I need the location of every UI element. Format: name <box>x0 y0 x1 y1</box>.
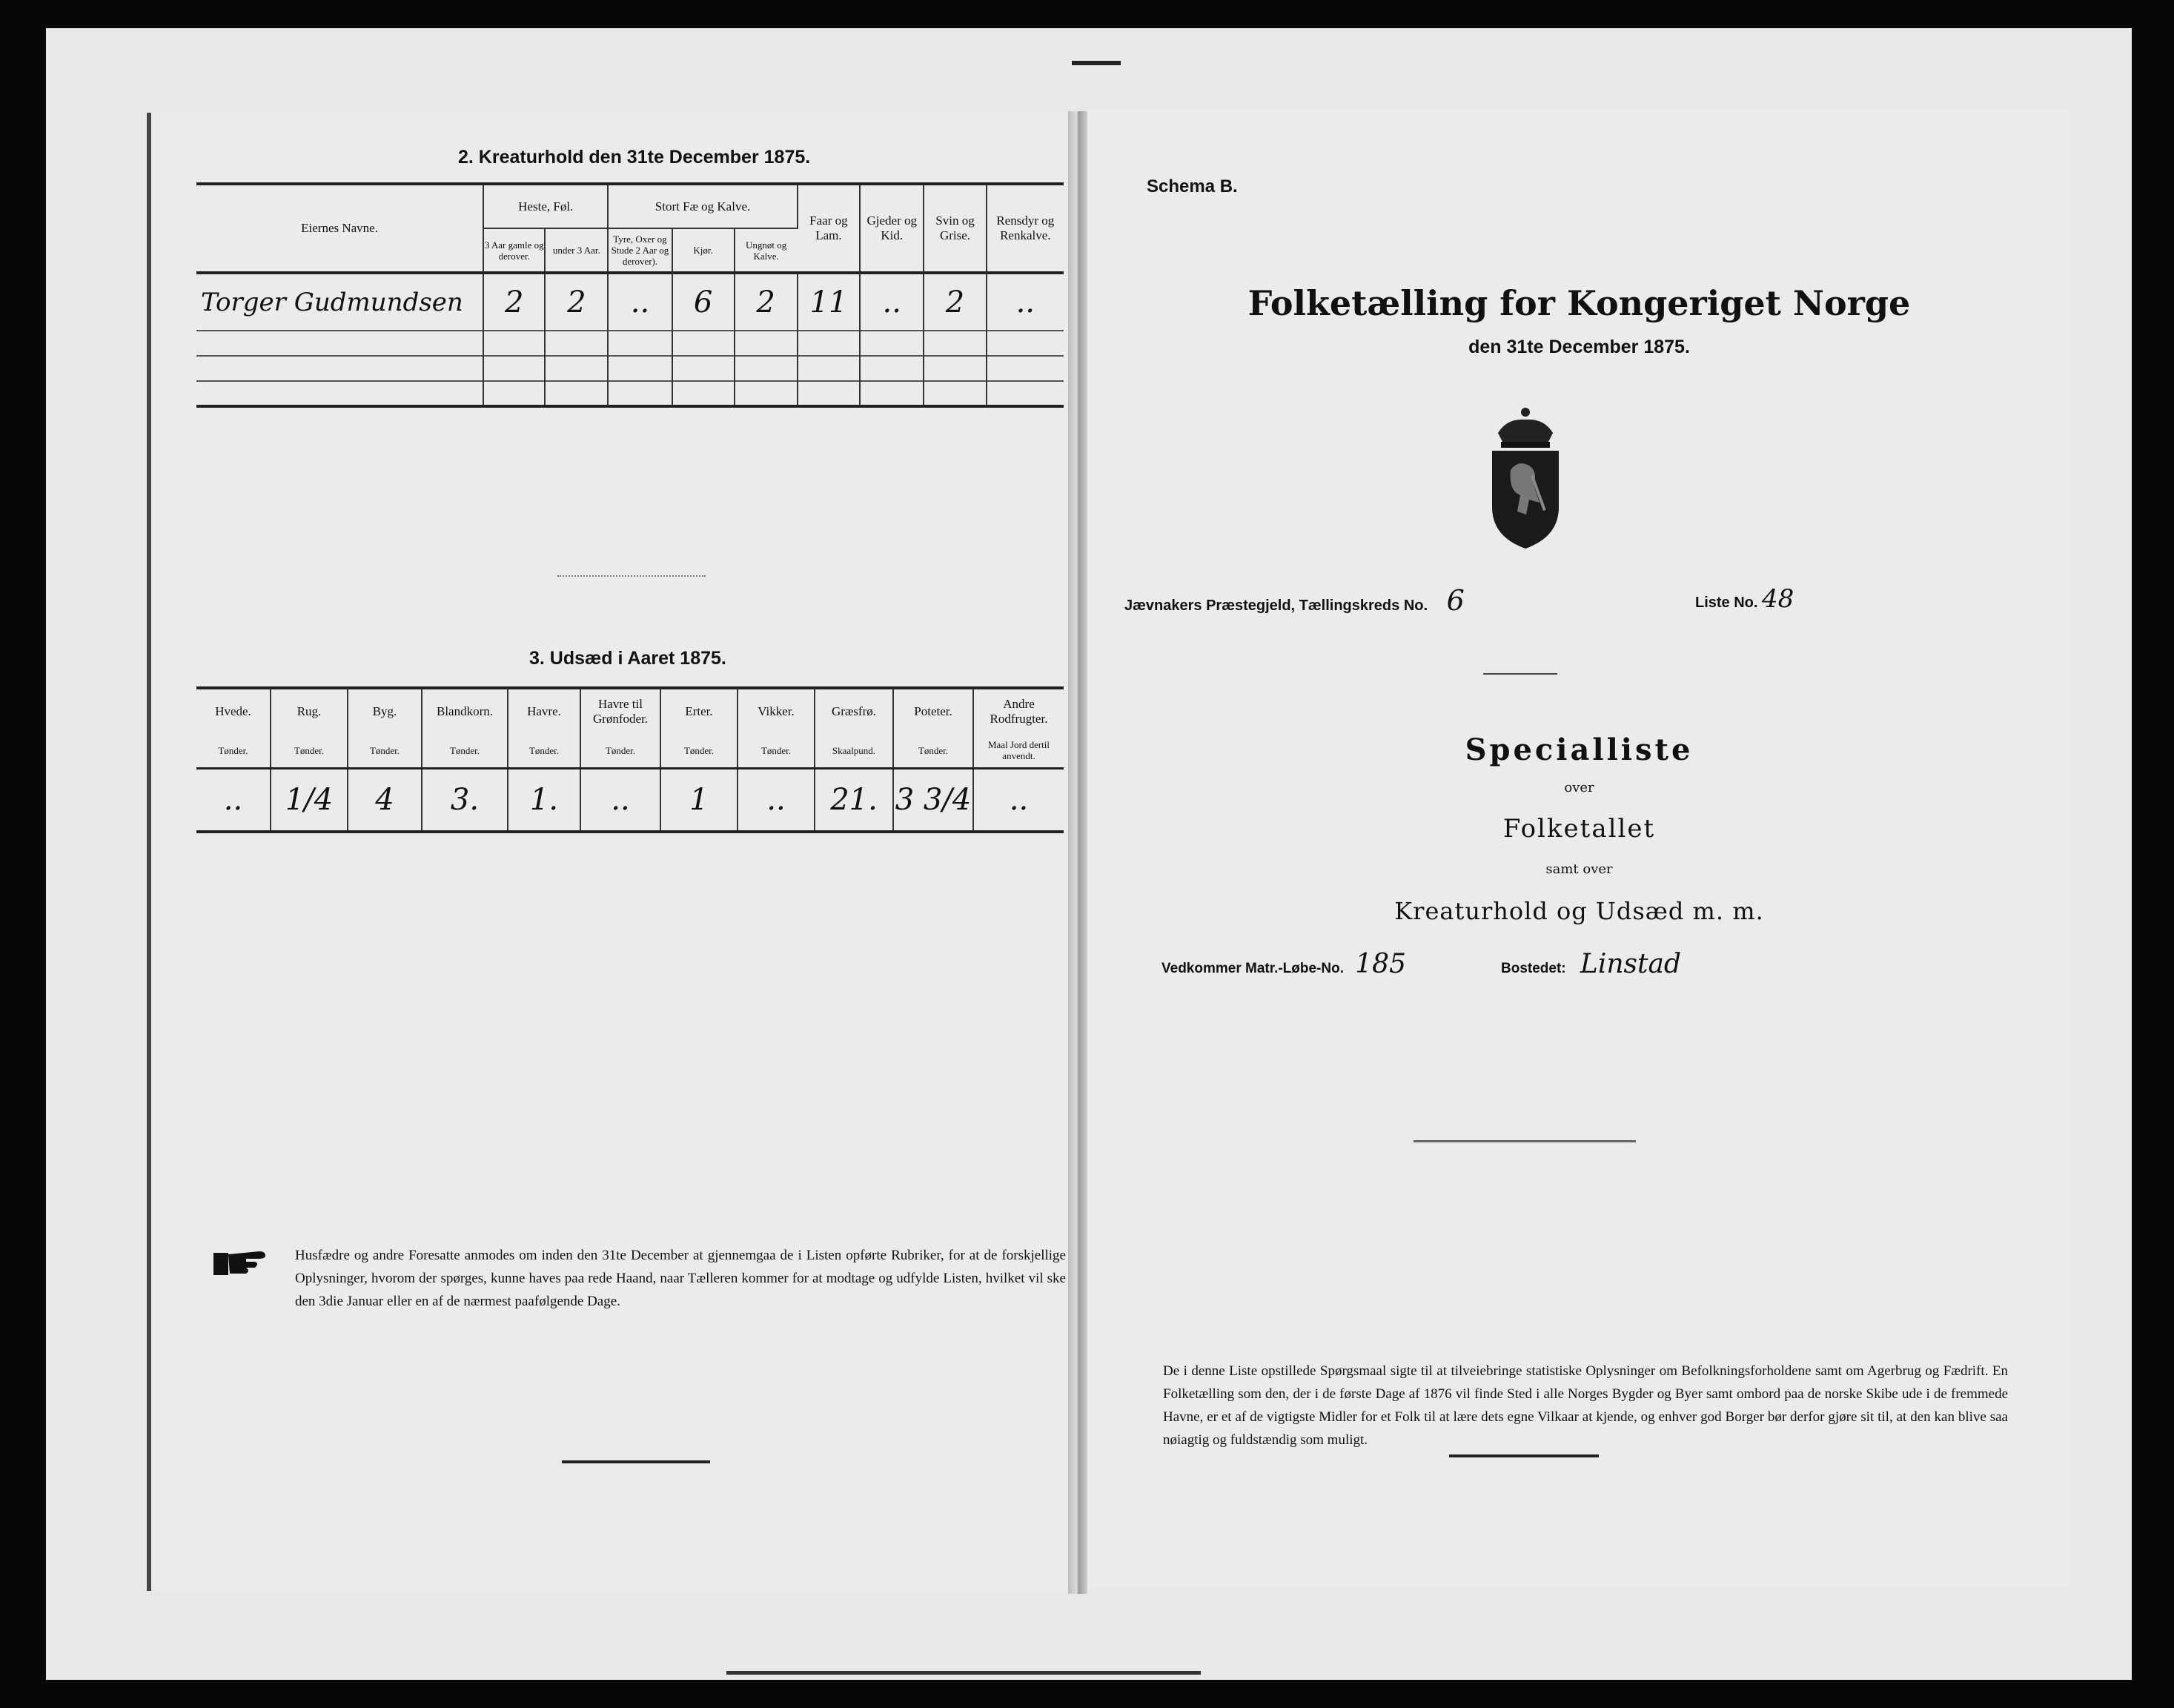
owner-name: Torger Gudmundsen <box>196 273 483 331</box>
seed-unit-4: Tønder. <box>508 734 580 768</box>
header-kjoer: Kjør. <box>672 228 735 273</box>
cell-ungnoet: 2 <box>735 273 798 331</box>
liste-label: Liste No. <box>1695 595 1758 611</box>
cell-faar: 11 <box>798 273 860 331</box>
seed-value-2: 4 <box>348 768 422 832</box>
seed-value-1: 1/4 <box>271 768 348 832</box>
livestock-table <box>196 185 1064 408</box>
header-heste: Heste, Føl. <box>483 185 608 228</box>
seed-header-6: Erter. <box>660 688 738 734</box>
section3-title: 3. Udsæd i Aaret 1875. <box>529 648 726 669</box>
kreaturhold-text: Kreaturhold og Udsæd m. m. <box>1394 897 1764 925</box>
census-date: den 31te December 1875. <box>1468 337 1690 357</box>
cell-svin: 2 <box>924 273 986 331</box>
seed-unit-6: Tønder. <box>660 734 738 768</box>
over-text: over <box>1564 780 1594 795</box>
seed-unit-9: Tønder. <box>893 734 973 768</box>
book-spine <box>1068 111 1087 1594</box>
cell-heste-3aar: 2 <box>483 273 545 331</box>
seed-unit-7: Tønder. <box>738 734 815 768</box>
cell-rensdyr: .. <box>1015 285 1035 320</box>
cell-tyre: .. <box>608 273 672 331</box>
cell-kjoer: 6 <box>672 273 735 331</box>
instruction-note: Husfædre og andre Foresatte anmodes om inden den 31te December at gjennemgaa de i Listen opførte Rubriker, for at de forskjellige Oplysninger, hvorom der spørges, kunne haves paa rede Haand, naar Tælleren kommer for at modtage og udfylde Listen, hvilket vil ske den 3die Januar eller en af de nærmest paafølgende Dage. <box>295 1248 1066 1309</box>
specialliste-heading: Specialliste <box>1465 732 1694 767</box>
seed-header-3: Blandkorn. <box>422 688 508 734</box>
parish-label: Jævnakers Præstegjeld, Tællingskreds No. <box>1124 598 1428 614</box>
seed-unit-0: Tønder. <box>196 734 271 768</box>
right-page <box>1087 108 2071 1588</box>
header-faar: Faar og Lam. <box>798 185 860 273</box>
header-stort-fae: Stort Fæ og Kalve. <box>608 185 797 228</box>
cell-gjeder: .. <box>860 273 924 331</box>
seed-value-5: .. <box>580 768 660 832</box>
parish-line <box>1124 584 1465 617</box>
header-3aar: 3 Aar gamle og derover. <box>483 228 545 273</box>
header-ungnoet: Ungnøt og Kalve. <box>746 239 787 262</box>
seed-unit-10: Maal Jord dertil anvendt. <box>987 739 1050 762</box>
seed-header-1: Rug. <box>271 688 348 734</box>
seed-value-8: 21. <box>815 768 893 832</box>
seed-unit-1: Tønder. <box>271 734 348 768</box>
pointing-hand-icon <box>213 1244 280 1280</box>
kreds-number: 6 <box>1446 584 1465 617</box>
schema-label: Schema B. <box>1147 176 1238 196</box>
seed-value-7: .. <box>738 768 815 832</box>
seed-value-0: .. <box>196 768 271 832</box>
liste-number: 48 <box>1762 584 1794 614</box>
seed-header-9: Poteter. <box>893 688 973 734</box>
footer-text: De i denne Liste opstillede Spørgsmaal sigte til at tilveiebringe statistiske Oplysninger om Befolkningsforholdene samt om Agerbrug og Fædrift. En Folketælling som den, der i de første Dage af 1876 vil finde Sted i alle Norges Bygder og Byer samt ombord paa de norske Skibe ude i de fremmede Havne, er et af de vigtigste Midler for et Folk til at lære dets egne Vilkaar at kjende, og enhver god Borger bør derfor gjøre sit til, at den kan blive saa nøiagtig og fuldstændig som muligt. <box>1163 1363 2008 1448</box>
section2-title: 2. Kreaturhold den 31te December 1875. <box>458 147 811 168</box>
header-under3: under 3 Aar. <box>545 228 608 273</box>
seed-unit-3: Tønder. <box>422 734 508 768</box>
seed-value-4: 1. <box>508 768 580 832</box>
seed-value-6: 1 <box>660 768 738 832</box>
seed-header-8: Græsfrø. <box>815 688 893 734</box>
header-tyre: Tyre, Oxer og Stude 2 Aar og derover). <box>608 228 672 273</box>
seed-unit-2: Tønder. <box>348 734 422 768</box>
seed-header-5: Havre til Grønfoder. <box>580 688 660 734</box>
seed-header-4: Havre. <box>508 688 580 734</box>
seed-value-3: 3. <box>422 768 508 832</box>
seed-header-0: Hvede. <box>196 688 271 734</box>
seed-value-9: 3 3/4 <box>893 768 973 832</box>
coat-of-arms-icon <box>1485 403 1566 552</box>
seed-unit-5: Tønder. <box>580 734 660 768</box>
left-page <box>147 113 1072 1591</box>
bosted-label: Bostedet: <box>1501 961 1566 976</box>
bosted-value: Linstad <box>1580 949 1681 979</box>
seed-value-10: .. <box>1009 782 1029 817</box>
liste-line <box>1695 584 1794 614</box>
seed-header-7: Vikker. <box>738 688 815 734</box>
matr-number: 185 <box>1355 949 1406 979</box>
bottom-mark <box>726 1671 1201 1675</box>
header-gjeder: Gjeder og Kid. <box>860 185 924 273</box>
header-eiernes-navne: Eiernes Navne. <box>196 185 483 273</box>
census-title: Folketælling for Kongeriget Norge <box>1247 283 1911 323</box>
cell-heste-under3: 2 <box>545 273 608 331</box>
seed-table <box>196 686 1064 833</box>
folketallet-text: Folketallet <box>1502 814 1656 844</box>
seed-header-10: Andre Rodfrugter. <box>990 697 1048 726</box>
seed-unit-8: Skaalpund. <box>815 734 893 768</box>
matr-label: Vedkommer Matr.-Løbe-No. <box>1161 961 1344 976</box>
header-svin: Svin og Grise. <box>924 185 986 273</box>
matr-line <box>1161 949 1406 979</box>
header-rensdyr: Rensdyr og Renkalve. <box>996 214 1055 242</box>
samt-over-text: samt over <box>1545 861 1613 877</box>
seed-header-2: Byg. <box>348 688 422 734</box>
bosted-line <box>1501 949 1681 979</box>
top-mark <box>1072 61 1121 65</box>
